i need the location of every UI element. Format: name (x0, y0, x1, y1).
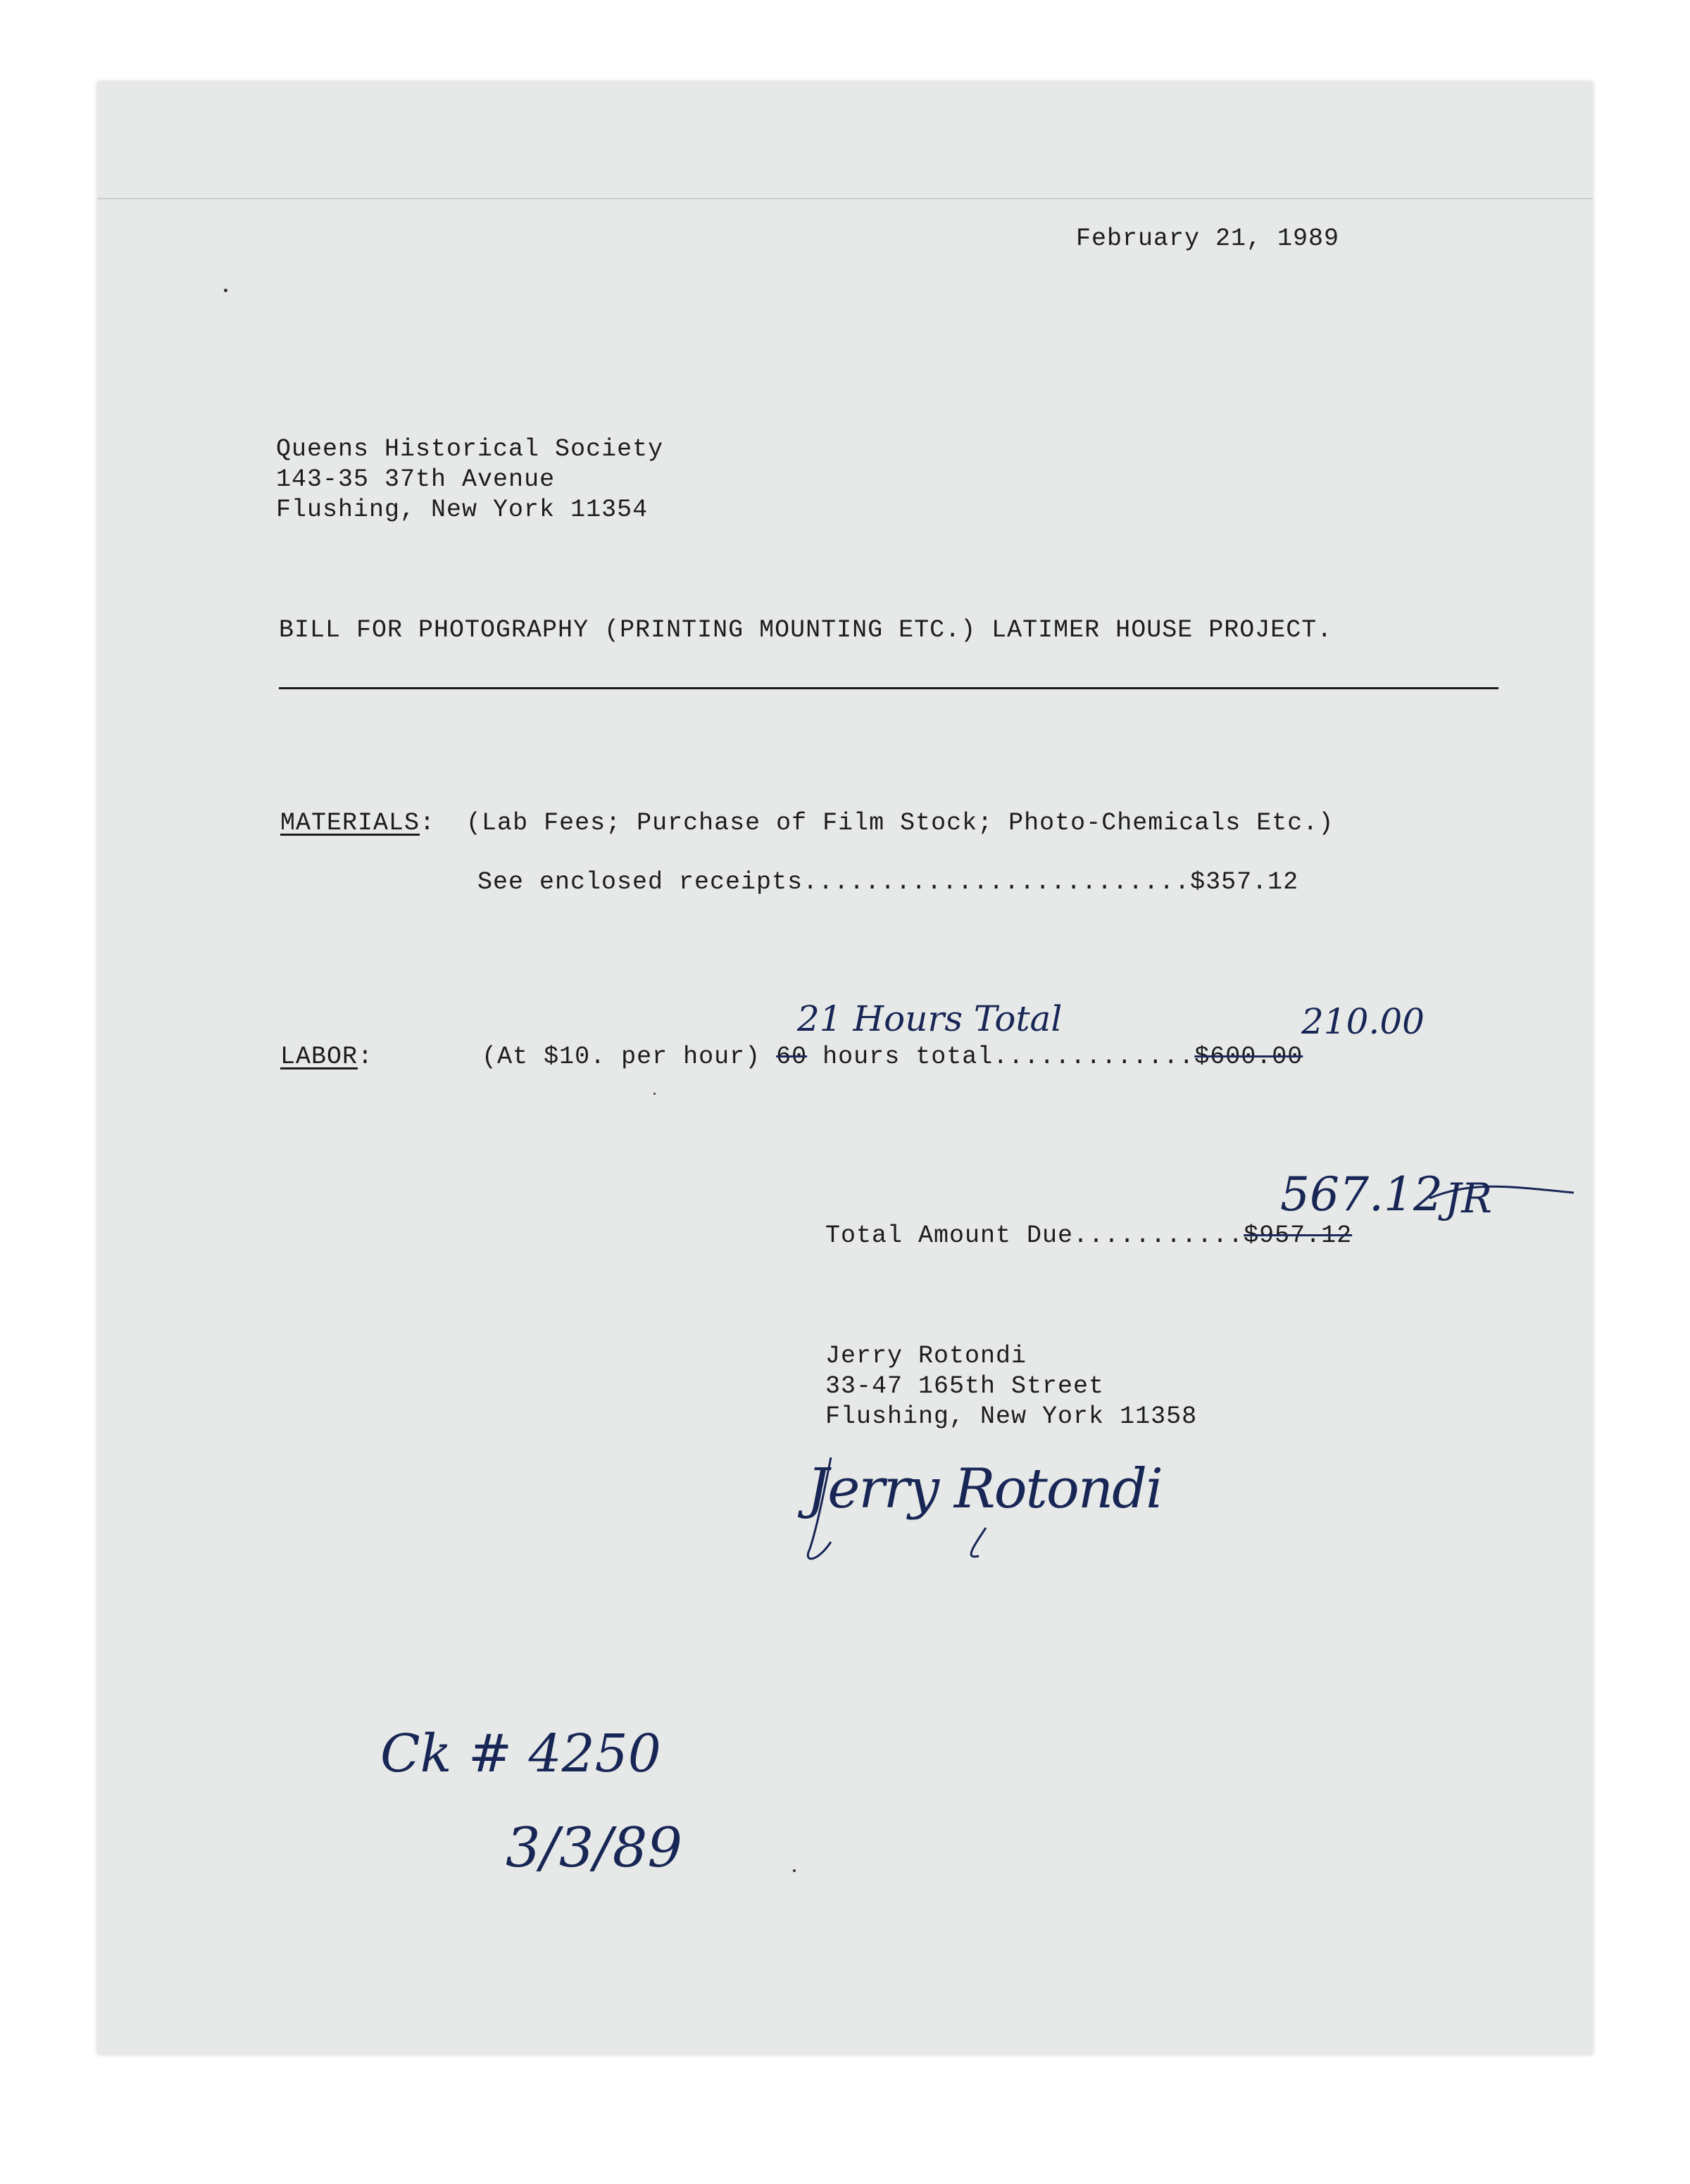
labor-rate: (At $10. per hour) (482, 1043, 777, 1071)
labor-label: LABOR (280, 1043, 358, 1071)
labor-spacer (373, 1043, 482, 1071)
recipient-street (276, 465, 555, 495)
subject-divider (279, 687, 1498, 689)
materials-row (280, 808, 1334, 839)
fold-line (97, 198, 1593, 199)
paper-speck (653, 1093, 656, 1095)
materials-label: MATERIALS (280, 809, 420, 837)
paper-speck (793, 1869, 796, 1872)
sender-street: 33-47 165th Street (825, 1372, 1105, 1400)
materials-receipts-line: See enclosed receipts.........................$357.12 (477, 868, 1299, 896)
sender-city: Flushing, New York 11358 (825, 1402, 1198, 1431)
labor-amount-correction: 210.00 (1301, 1001, 1425, 1042)
sender-name: Jerry Rotondi (825, 1342, 1027, 1370)
total-label: Total Amount Due........... (825, 1222, 1244, 1250)
handwritten-signature: Jerry Rotondi (807, 1457, 1162, 1521)
initials-flourish (1429, 1183, 1577, 1211)
payment-date-note: 3/3/89 (506, 1816, 683, 1880)
labor-row (280, 1042, 1303, 1072)
total-correction-initials: JR (1445, 1174, 1492, 1222)
materials-description: (Lab Fees; Purchase of Film Stock; Photo-Chemicals Etc.) (435, 809, 1334, 837)
total-amount-struck: $957.12 (1244, 1222, 1353, 1250)
labor-amount-struck: $600.00 (1194, 1043, 1303, 1071)
check-number-note: Ck # 4250 (380, 1724, 661, 1784)
letter-date: February 21, 1989 (1076, 225, 1340, 253)
bill-subject: BILL FOR PHOTOGRAPHY (PRINTING MOUNTING ETC.) LATIMER HOUSE PROJECT. (279, 616, 1333, 644)
recipient-name: Queens Historical Society (276, 435, 664, 463)
labor-hours-struck: 60 (776, 1043, 808, 1071)
recipient-city: Flushing, New York 11354 (276, 496, 649, 524)
recipient-street-number: 143-35 (276, 465, 370, 494)
total-row (825, 1221, 1352, 1251)
labor-label-colon: : (358, 1043, 374, 1071)
materials-label-colon: : (420, 809, 436, 837)
labor-hours-text: hours total............. (807, 1043, 1195, 1071)
signature-flourish (803, 1443, 1183, 1556)
total-amount-correction: 567.12 (1280, 1167, 1443, 1222)
labor-hours-correction: 21 Hours Total (797, 998, 1063, 1039)
recipient-street-name: 37th Avenue (369, 465, 556, 494)
paper-speck (224, 289, 227, 292)
